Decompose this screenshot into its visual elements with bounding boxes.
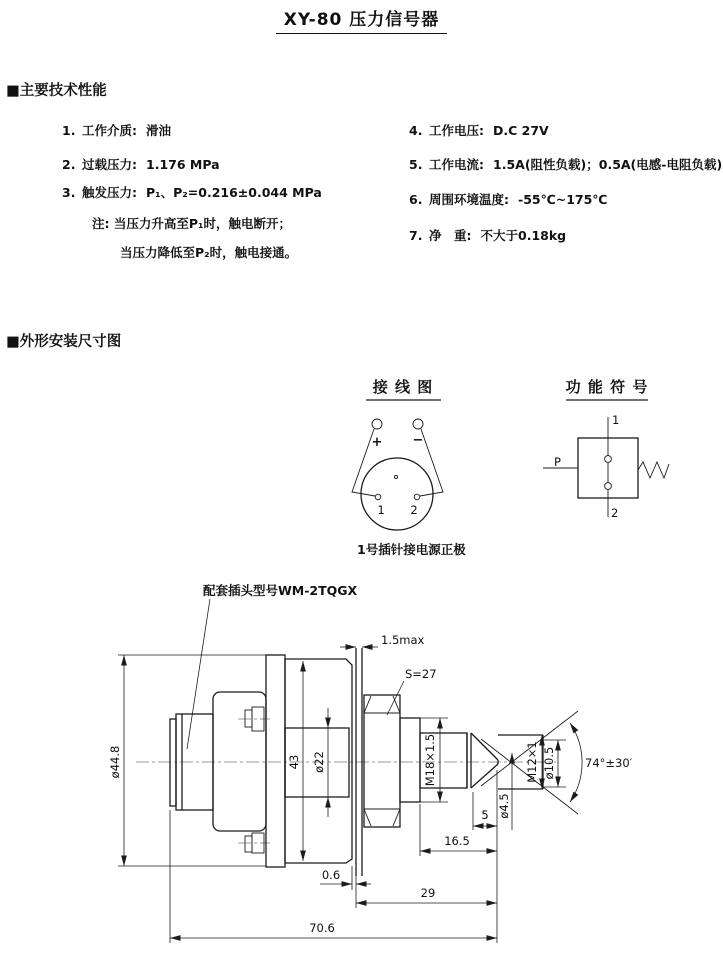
dim-1-5max: 1.5max [381, 633, 425, 647]
spec-item-label: 净 重: [429, 228, 472, 243]
terminal1-label: 1 [612, 413, 620, 427]
spec-item-number: 1. [62, 123, 76, 138]
dim-m12: M12×1 [525, 741, 539, 783]
symbol-title: 功 能 符 号 [565, 378, 649, 396]
terminal-minus-circle [413, 419, 423, 429]
spec-item-value: 滑油 [146, 123, 172, 138]
spec-item-label: 触发压力: [82, 185, 137, 200]
plus-label: + [371, 435, 383, 450]
spec-item-3 [62, 183, 322, 201]
dimensions [108, 633, 633, 943]
connector-leader-line [187, 599, 210, 749]
contact-lower-circle [605, 483, 612, 490]
pin2-circle [414, 494, 420, 500]
spec-item-number: 3. [62, 185, 76, 200]
dim-43: 43 [287, 754, 301, 770]
spec-item-number: 6. [409, 192, 423, 207]
spec-item-5 [409, 155, 722, 173]
flange [266, 655, 285, 867]
connector-face-circle [361, 458, 433, 530]
dim-s27: S=27 [405, 667, 437, 681]
spec-item-value: D.C 27V [493, 123, 549, 138]
key-dot [394, 475, 397, 478]
contact-upper-circle [605, 456, 612, 463]
dim-16-5: 16.5 [444, 834, 470, 848]
spec-item-2 [62, 155, 220, 173]
dim-29: 29 [420, 886, 436, 900]
spec-item-label: 工作电压: [429, 123, 484, 138]
connector-label: 配套插头型号WM-2TQGX [203, 583, 358, 598]
spec-item-value: -55℃~175℃ [518, 192, 608, 207]
dim-dia10-5: ø10.5 [542, 746, 556, 780]
main-drawing [136, 583, 556, 876]
spec-item-1 [62, 121, 171, 139]
pin1-circle [375, 494, 381, 500]
page-title-text: XY-80 压力信号器 [276, 5, 448, 34]
spring-zigzag [638, 462, 669, 478]
m18-collar [400, 718, 420, 802]
spec-item-number: 2. [62, 157, 76, 172]
terminal-plus-circle [372, 419, 382, 429]
wiring-diagram [352, 378, 466, 557]
pin1-label: 1 [377, 503, 385, 517]
minus-label: − [412, 433, 424, 448]
wiring-caption: 1号插针接电源正极 [357, 542, 466, 557]
spec-item-value: 不大于0.18kg [480, 228, 567, 243]
hex-nut [364, 695, 400, 827]
dim-70-6: 70.6 [309, 921, 335, 935]
dim-dia22: ø22 [312, 751, 326, 773]
spec-item-value: 1.5A(阻性负载)；0.5A(电感-电阻负载) [493, 157, 723, 172]
angle-arc [570, 723, 582, 802]
spec-item-value: P₁、P₂=0.216±0.044 MPa [146, 185, 322, 200]
spec-note-line-2: 当压力降低至P₂时，触电接通。 [120, 245, 298, 260]
dim-angle: 74°±30′ [585, 756, 633, 770]
dim-dia44-8: ø44.8 [108, 745, 122, 779]
connector-housing [213, 692, 266, 831]
specs-heading: ■主要技术性能 [6, 83, 107, 99]
port-label: P [554, 455, 561, 469]
terminal2-label: 2 [611, 506, 619, 520]
pin2-label: 2 [410, 503, 418, 517]
dim-m18: M18×1.5 [423, 733, 437, 787]
spec-item-label: 工作电流: [429, 157, 484, 172]
dim-0-6: 0.6 [321, 868, 341, 882]
spec-item-number: 5. [409, 157, 423, 172]
spec-item-label: 过载压力: [82, 157, 137, 172]
dim-dia4-5: ø4.5 [497, 793, 511, 819]
spec-item-4 [409, 121, 549, 139]
wiring-title: 接 线 图 [372, 378, 434, 396]
dim-5: 5 [481, 808, 489, 822]
spec-item-6 [409, 190, 607, 208]
spec-item-7 [409, 226, 566, 244]
spec-item-label: 周围环境温度: [429, 192, 509, 207]
technical-drawing [0, 370, 723, 954]
spec-note-line-1: 注: 当压力升高至P₁时，触电断开； [92, 216, 291, 231]
outline-heading: ■外形安装尺寸图 [6, 334, 122, 350]
function-symbol [543, 378, 669, 520]
page-title [0, 5, 723, 34]
spec-item-number: 4. [409, 123, 423, 138]
spec-item-label: 工作介质: [82, 123, 137, 138]
spec-item-number: 7. [409, 228, 423, 243]
spec-item-value: 1.176 MPa [146, 157, 220, 172]
